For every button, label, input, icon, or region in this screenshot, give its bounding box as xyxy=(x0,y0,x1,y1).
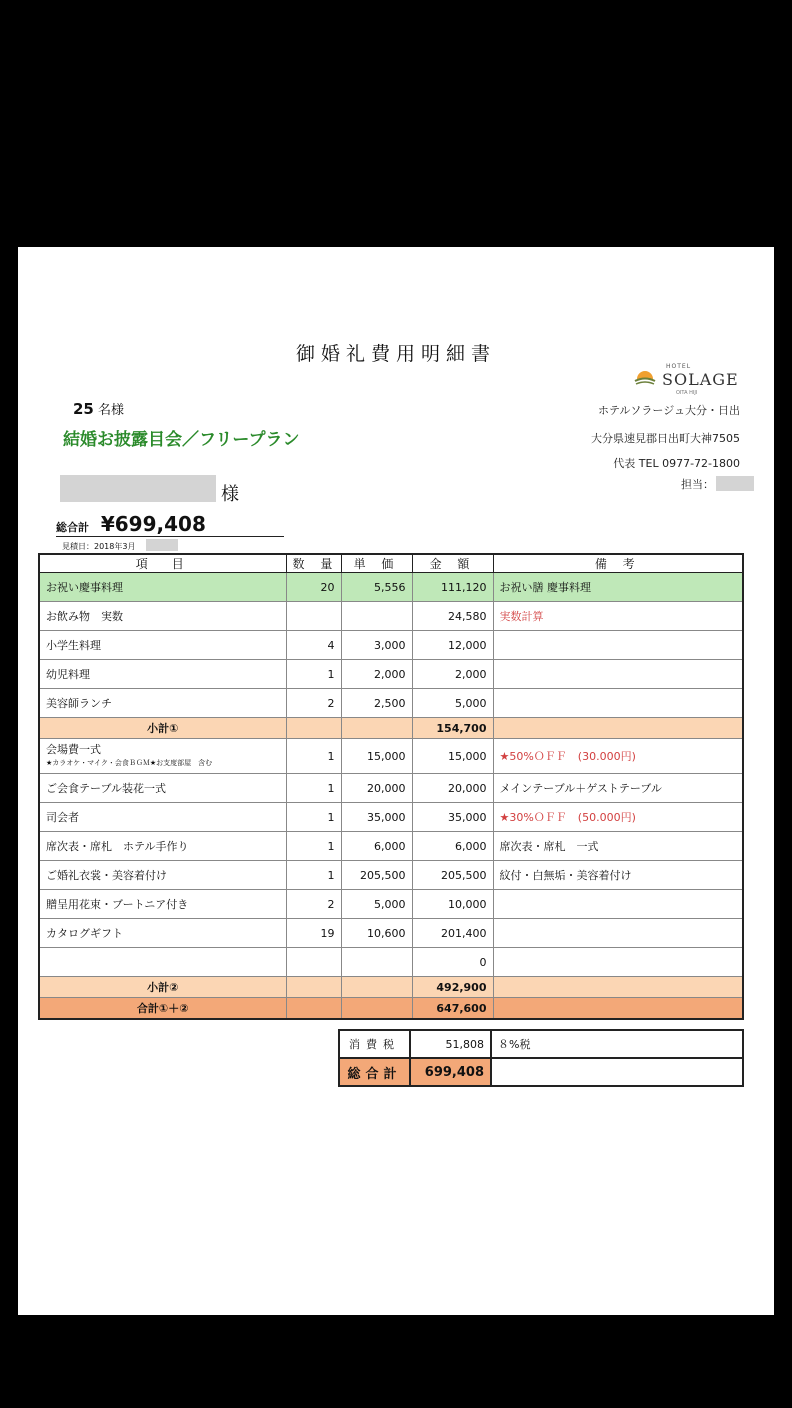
note-cell: メインテーブル＋ゲストテーブル xyxy=(493,774,743,803)
note-cell xyxy=(493,689,743,718)
item-cell xyxy=(39,832,286,861)
price-cell: 35,000 xyxy=(341,803,412,832)
note-cell xyxy=(493,718,743,739)
item-name: 小計① xyxy=(147,722,179,735)
tax-label: 消費税 xyxy=(339,1030,410,1058)
qty-cell: 1 xyxy=(286,861,341,890)
price-cell xyxy=(341,998,412,1020)
table-row xyxy=(39,660,743,689)
qty-cell: 1 xyxy=(286,660,341,689)
items-table xyxy=(38,553,744,1020)
amount-cell: 24,580 xyxy=(412,602,493,631)
qty-cell: 1 xyxy=(286,739,341,774)
item-name: ご会食テーブル装花一式 xyxy=(46,782,167,795)
item-cell xyxy=(39,660,286,689)
table-row xyxy=(39,718,743,739)
qty-cell: 2 xyxy=(286,689,341,718)
price-cell xyxy=(341,718,412,739)
note-cell xyxy=(493,919,743,948)
table-row xyxy=(39,977,743,998)
amount-cell: 111,120 xyxy=(412,573,493,602)
note-cell: 席次表・席札 一式 xyxy=(493,832,743,861)
item-name: お祝い慶事料理 xyxy=(46,581,123,594)
amount-cell: 201,400 xyxy=(412,919,493,948)
note-cell: 紋付・白無垢・美容着付け xyxy=(493,861,743,890)
header-item: 項 目 xyxy=(39,554,286,573)
plan-name: 結婚お披露目会／フリープラン xyxy=(63,430,300,450)
table-row xyxy=(39,739,743,774)
table-row xyxy=(39,631,743,660)
amount-cell: 35,000 xyxy=(412,803,493,832)
qty-cell xyxy=(286,998,341,1020)
amount-cell: 5,000 xyxy=(412,689,493,718)
guest-count-suffix: 名様 xyxy=(98,403,125,418)
price-cell: 20,000 xyxy=(341,774,412,803)
item-cell xyxy=(39,861,286,890)
item-cell xyxy=(39,573,286,602)
amount-cell: 10,000 xyxy=(412,890,493,919)
header-amount: 金 額 xyxy=(412,554,493,573)
item-cell xyxy=(39,977,286,998)
qty-cell: 19 xyxy=(286,919,341,948)
note-cell xyxy=(493,890,743,919)
qty-cell xyxy=(286,977,341,998)
hotel-name: ホテルソラージュ大分・日出 xyxy=(597,404,740,417)
logo-name: SOLAGE xyxy=(662,370,739,389)
qty-cell xyxy=(286,948,341,977)
redacted-customer-name xyxy=(60,475,216,502)
item-cell xyxy=(39,919,286,948)
item-cell xyxy=(39,739,286,774)
amount-cell: 2,000 xyxy=(412,660,493,689)
item-name: お飲み物 実数 xyxy=(46,610,123,623)
item-cell xyxy=(39,602,286,631)
table-row xyxy=(39,573,743,602)
grand-total-blank xyxy=(491,1058,743,1086)
item-name: 贈呈用花束・ブートニア付き xyxy=(46,898,189,911)
header-qty: 数 量 xyxy=(286,554,341,573)
price-cell: 6,000 xyxy=(341,832,412,861)
sun-logo-icon xyxy=(634,365,656,387)
note-cell: 実数計算 xyxy=(493,602,743,631)
staff-label: 担当： xyxy=(681,478,714,491)
table-row xyxy=(39,689,743,718)
price-cell xyxy=(341,977,412,998)
redacted-date xyxy=(146,539,178,551)
price-cell: 10,600 xyxy=(341,919,412,948)
table-row xyxy=(39,948,743,977)
price-cell: 3,000 xyxy=(341,631,412,660)
invoice-paper xyxy=(18,247,774,1315)
amount-cell: 6,000 xyxy=(412,832,493,861)
table-row xyxy=(39,774,743,803)
item-subtext: ★カラオケ・マイク・会食ＢＧＭ★お支度部屋 含む xyxy=(46,758,213,767)
qty-cell xyxy=(286,718,341,739)
item-cell xyxy=(39,718,286,739)
hotel-phone: 代表 TEL 0977-72-1800 xyxy=(613,457,740,470)
item-name: 小学生料理 xyxy=(46,639,101,652)
hotel-logo xyxy=(628,363,748,397)
price-cell: 5,556 xyxy=(341,573,412,602)
logo-tagline: OITA HIJI xyxy=(676,390,698,396)
header-note: 備 考 xyxy=(493,554,743,573)
amount-cell: 492,900 xyxy=(412,977,493,998)
qty-cell: 20 xyxy=(286,573,341,602)
note-cell xyxy=(493,660,743,689)
qty-cell: 1 xyxy=(286,803,341,832)
document-title: 御婚礼費用明細書 xyxy=(295,343,496,365)
price-cell: 2,500 xyxy=(341,689,412,718)
item-cell xyxy=(39,803,286,832)
table-row xyxy=(39,602,743,631)
total-summary xyxy=(56,512,206,536)
note-cell xyxy=(493,631,743,660)
price-cell: 15,000 xyxy=(341,739,412,774)
note-cell xyxy=(493,998,743,1020)
note-cell: お祝い膳 慶事料理 xyxy=(493,573,743,602)
item-name: カタログギフト xyxy=(46,927,123,940)
tax-row xyxy=(339,1030,743,1058)
table-row xyxy=(39,919,743,948)
item-name: 小計② xyxy=(147,981,179,994)
price-cell: 5,000 xyxy=(341,890,412,919)
table-row xyxy=(39,998,743,1020)
hotel-address: 大分県速見郡日出町大神7505 xyxy=(591,432,740,445)
price-cell xyxy=(341,602,412,631)
amount-cell: 15,000 xyxy=(412,739,493,774)
amount-cell: 205,500 xyxy=(412,861,493,890)
tax-note: ８%税 xyxy=(491,1030,743,1058)
item-cell xyxy=(39,998,286,1020)
table-row xyxy=(39,832,743,861)
item-name: 席次表・席札 ホテル手作り xyxy=(46,840,189,853)
quote-date: 見積日：2018年3月 xyxy=(62,542,136,551)
note-cell xyxy=(493,977,743,998)
item-cell xyxy=(39,631,286,660)
item-cell xyxy=(39,890,286,919)
qty-cell: 1 xyxy=(286,774,341,803)
amount-cell: 647,600 xyxy=(412,998,493,1020)
guest-count xyxy=(73,399,124,418)
item-name: 司会者 xyxy=(46,811,79,824)
qty-cell: 2 xyxy=(286,890,341,919)
item-cell xyxy=(39,689,286,718)
amount-cell: 0 xyxy=(412,948,493,977)
table-header-row xyxy=(39,554,743,573)
guest-count-number: 25 xyxy=(73,400,94,418)
table-row xyxy=(39,861,743,890)
logo-hotel-text: HOTEL xyxy=(666,363,692,370)
item-name: 美容師ランチ xyxy=(46,697,112,710)
price-cell: 2,000 xyxy=(341,660,412,689)
total-amount: ¥699,408 xyxy=(100,512,206,536)
price-cell xyxy=(341,948,412,977)
note-cell: ★30%ＯＦＦ (50.000円) xyxy=(493,803,743,832)
amount-cell: 20,000 xyxy=(412,774,493,803)
grand-total-amount: 699,408 xyxy=(410,1058,491,1086)
tax-amount: 51,808 xyxy=(410,1030,491,1058)
total-label: 総合計 xyxy=(56,521,89,534)
tax-table xyxy=(338,1029,744,1087)
price-cell: 205,500 xyxy=(341,861,412,890)
redacted-staff xyxy=(716,476,754,491)
item-cell xyxy=(39,948,286,977)
honorific: 様 xyxy=(221,484,239,505)
item-name: ご婚礼衣裳・美容着付け xyxy=(46,869,167,882)
item-name: 合計①＋② xyxy=(136,1002,189,1015)
qty-cell: 4 xyxy=(286,631,341,660)
header-price: 単 価 xyxy=(341,554,412,573)
item-cell xyxy=(39,774,286,803)
grand-total-row xyxy=(339,1058,743,1086)
grand-total-label: 総合計 xyxy=(339,1058,410,1086)
table-row xyxy=(39,890,743,919)
item-name: 会場費一式 xyxy=(46,742,101,756)
qty-cell: 1 xyxy=(286,832,341,861)
item-name: 幼児料理 xyxy=(46,668,90,681)
qty-cell xyxy=(286,602,341,631)
note-cell: ★50%ＯＦＦ (30.000円) xyxy=(493,739,743,774)
total-underline xyxy=(56,536,284,537)
table-row xyxy=(39,803,743,832)
amount-cell: 12,000 xyxy=(412,631,493,660)
note-cell xyxy=(493,948,743,977)
amount-cell: 154,700 xyxy=(412,718,493,739)
